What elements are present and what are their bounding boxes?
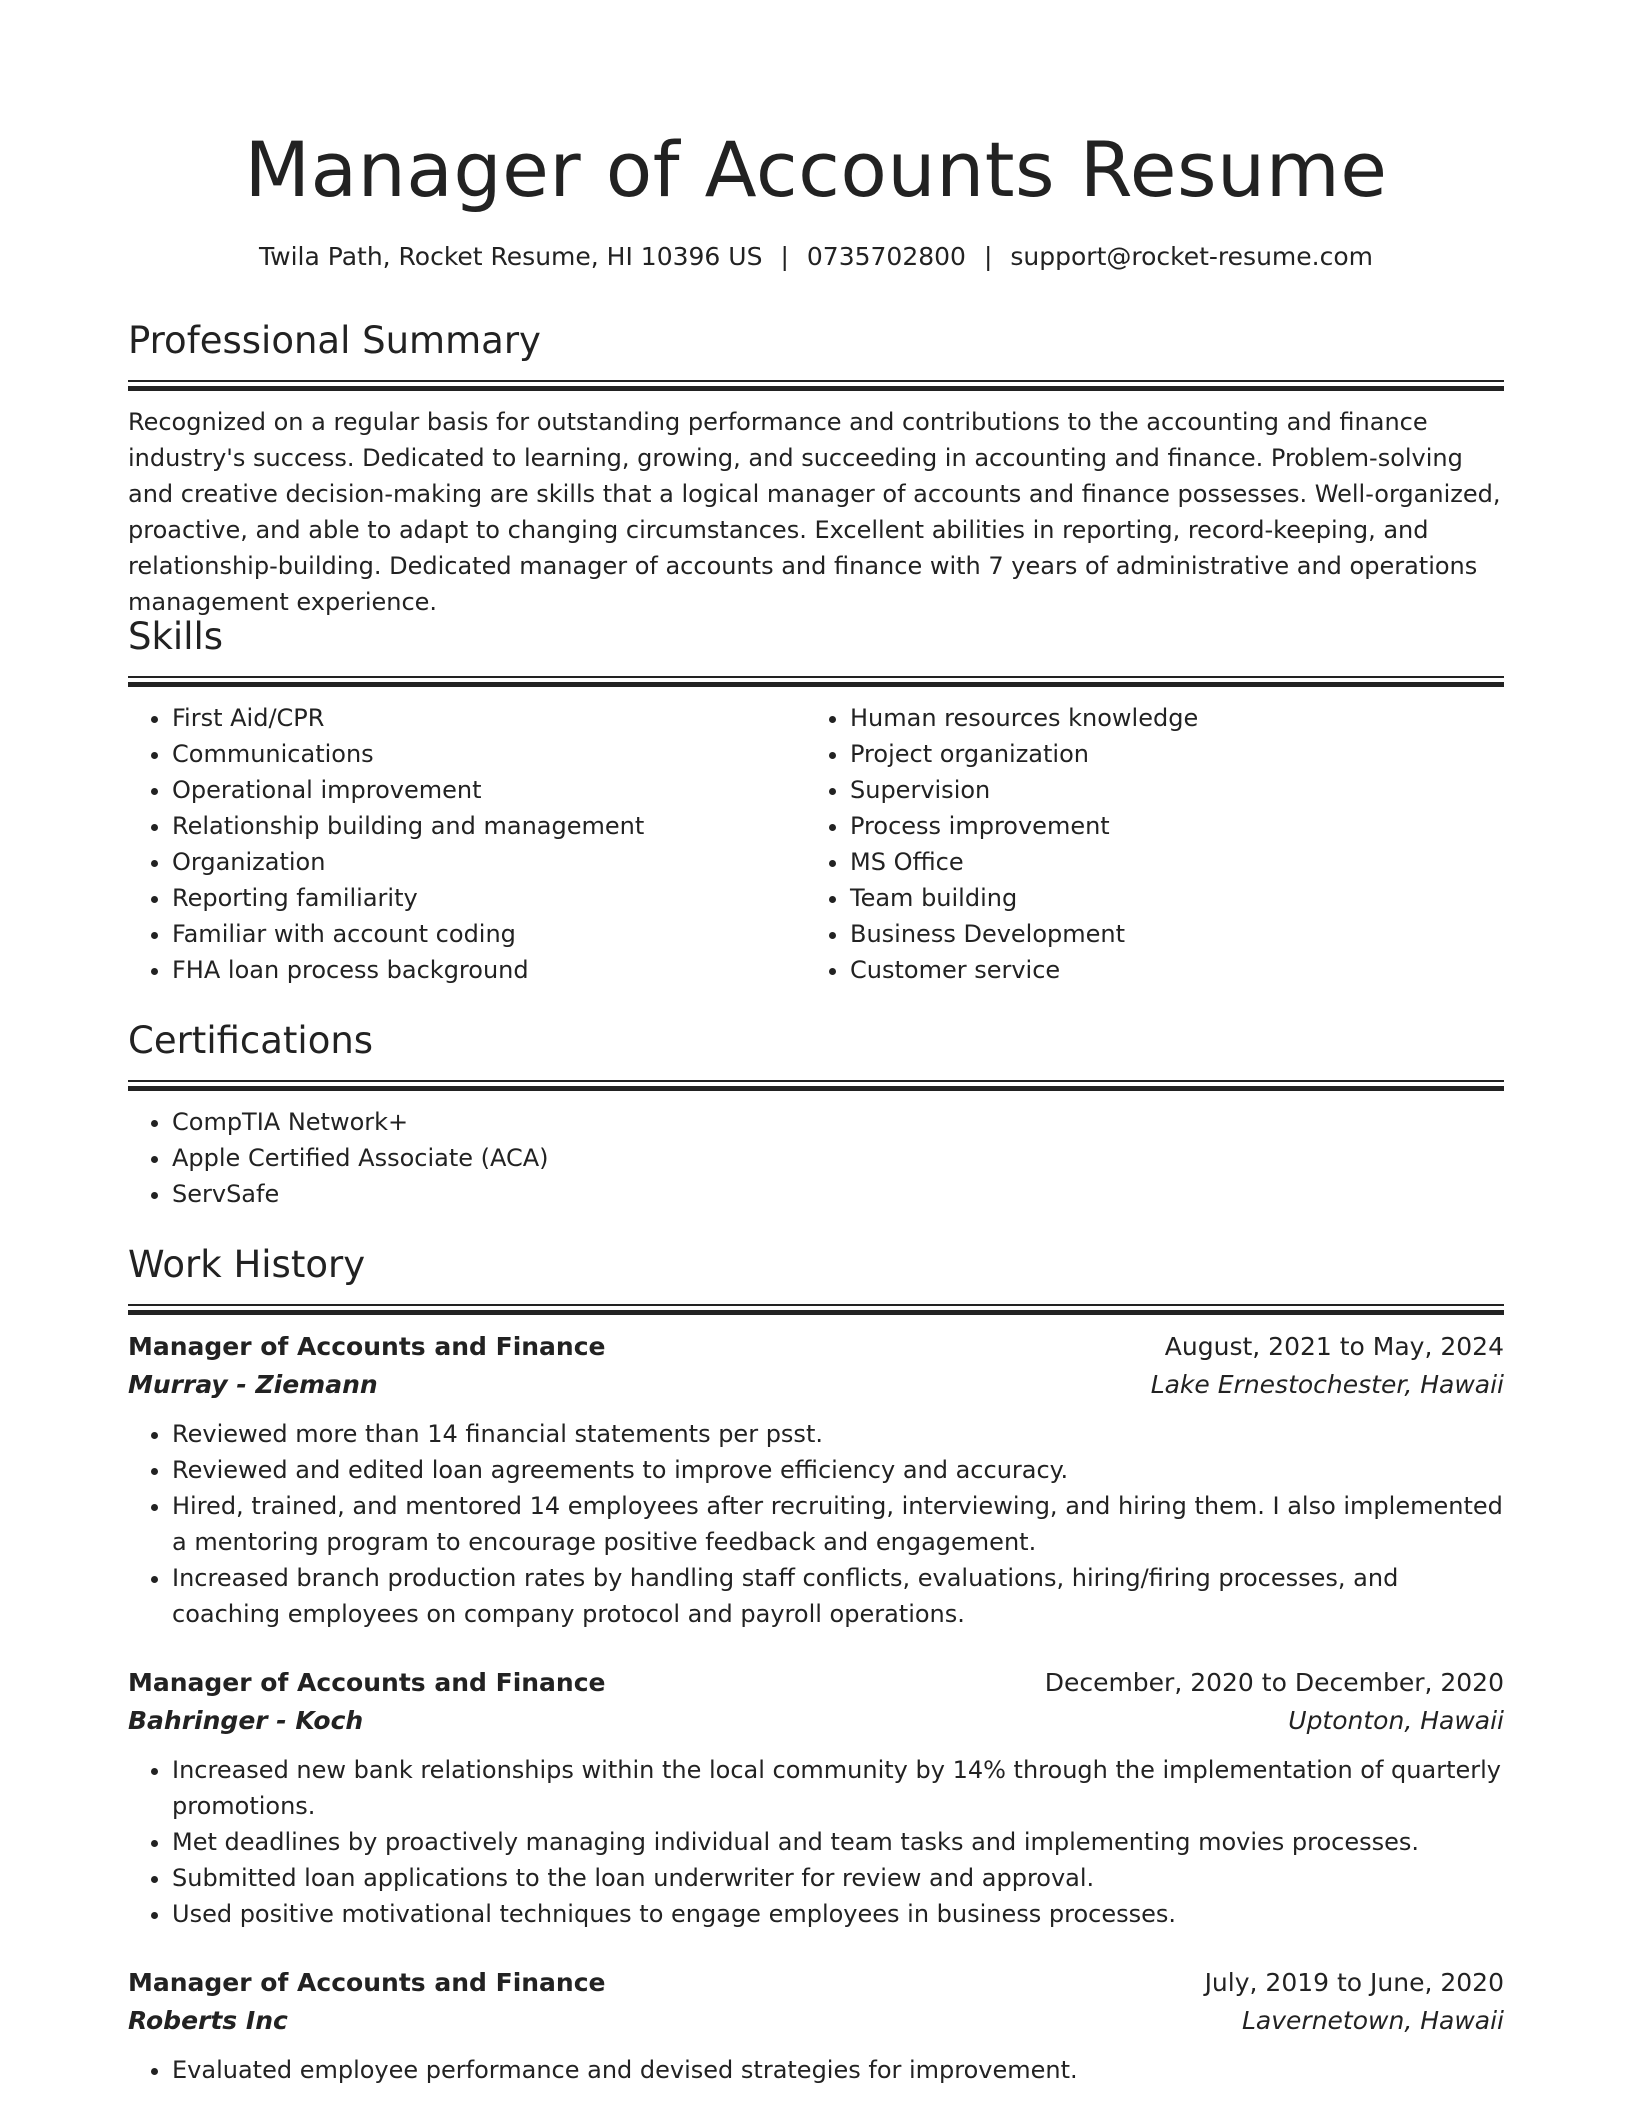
job-company: Bahringer - Koch	[128, 1706, 364, 1735]
skill-item: • MS Office	[850, 844, 1484, 880]
skill-item: • Operational improvement	[172, 772, 806, 808]
job-location: Lavernetown, Hawaii	[1242, 2006, 1504, 2035]
job-dates: July, 2019 to June, 2020	[1204, 1968, 1504, 1997]
skill-item: • Customer service	[850, 952, 1484, 988]
resume-title: Manager of Accounts Resume	[244, 125, 1388, 214]
job-title: Manager of Accounts and Finance	[128, 1332, 606, 1361]
job-title: Manager of Accounts and Finance	[128, 1968, 606, 1997]
certifications-section	[128, 1016, 1504, 1212]
work-history-section	[128, 1240, 1504, 2088]
job-dates: December, 2020 to December, 2020	[1044, 1668, 1504, 1697]
summary-section	[128, 316, 1504, 620]
skill-item: • Relationship building and management	[172, 808, 806, 844]
job-bullet: • Hired, trained, and mentored 14 employees after recruiting, interviewing, and hiring them. I also implemented a mentoring program to encourage positive feedback and engagement.	[172, 1488, 1504, 1560]
contact-separator: |	[983, 242, 993, 271]
job-bullet: • Evaluated employee performance and devised strategies for improvement.	[172, 2052, 1504, 2088]
job-entry	[128, 1664, 1504, 1932]
skills-column-right	[806, 700, 1484, 988]
work-history-heading: Work History	[128, 1243, 366, 1286]
skill-item: • Human resources knowledge	[850, 700, 1484, 736]
section-divider	[128, 676, 1504, 686]
job-bullet: • Submitted loan applications to the loan underwriter for review and approval.	[172, 1860, 1504, 1896]
job-bullet: • Used positive motivational techniques to engage employees in business processes.	[172, 1896, 1504, 1932]
job-location: Uptonton, Hawaii	[1288, 1706, 1504, 1735]
job-company: Roberts Inc	[128, 2006, 288, 2035]
certification-item: • ServSafe	[172, 1176, 1504, 1212]
skill-item: • Project organization	[850, 736, 1484, 772]
job-entry	[128, 1964, 1504, 2088]
skill-item: • FHA loan process background	[172, 952, 806, 988]
certification-item: • CompTIA Network+	[172, 1104, 1504, 1140]
section-divider	[128, 380, 1504, 390]
job-bullet: • Reviewed and edited loan agreements to improve efficiency and accuracy.	[172, 1452, 1504, 1488]
contact-phone: 0735702800	[806, 242, 966, 271]
summary-heading: Professional Summary	[128, 319, 541, 362]
contact-line	[128, 240, 1504, 274]
job-location: Lake Ernestochester, Hawaii	[1150, 1370, 1504, 1399]
job-bullet: • Increased branch production rates by handling staff conflicts, evaluations, hiring/firing processes, and coaching employees on company protocol and payroll operations.	[172, 1560, 1504, 1632]
section-divider	[128, 1080, 1504, 1090]
skill-item: • Supervision	[850, 772, 1484, 808]
contact-separator: |	[780, 242, 789, 271]
certification-item: • Apple Certified Associate (ACA)	[172, 1140, 1504, 1176]
job-bullet: • Reviewed more than 14 financial statements per psst.	[172, 1416, 1504, 1452]
job-bullet: • Increased new bank relationships within the local community by 14% through the implementation of quarterly promotions.	[172, 1752, 1504, 1824]
skill-item: • Process improvement	[850, 808, 1484, 844]
skill-item: • Reporting familiarity	[172, 880, 806, 916]
skill-item: • First Aid/CPR	[172, 700, 806, 736]
certifications-list	[128, 1104, 1504, 1212]
skill-item: • Team building	[850, 880, 1484, 916]
skill-item: • Familiar with account coding	[172, 916, 806, 952]
skills-column-left	[128, 700, 806, 988]
job-bullet: • Met deadlines by proactively managing individual and team tasks and implementing movies processes.	[172, 1824, 1504, 1860]
skills-grid	[128, 700, 1504, 988]
job-company: Murray - Ziemann	[128, 1370, 378, 1399]
skill-item: • Communications	[172, 736, 806, 772]
summary-text: Recognized on a regular basis for outstanding performance and contributions to the accounting and finance industry's success. Dedicated to learning, growing, and succeeding in accounting and finance. Problem-solving and creative decision-making are skills that a logical manager of accounts and finance possesses. Well-organized, proactive, and able to adapt to changing circumstances. Excellent abilities in reporting, record-keeping, and relationship-building. Dedicated manager of accounts and finance with 7 years of administrative and operations management experience.	[128, 408, 1501, 616]
skill-item: • Organization	[172, 844, 806, 880]
skills-heading: Skills	[128, 615, 224, 658]
skill-item: • Business Development	[850, 916, 1484, 952]
section-divider	[128, 1304, 1504, 1314]
skills-section	[128, 612, 1504, 988]
job-entry	[128, 1328, 1504, 1632]
job-dates: August, 2021 to May, 2024	[1164, 1332, 1504, 1361]
contact-address: Twila Path, Rocket Resume, HI 10396 US	[259, 242, 763, 271]
job-title: Manager of Accounts and Finance	[128, 1668, 606, 1697]
certifications-heading: Certifications	[128, 1019, 374, 1062]
contact-email: support@rocket-resume.com	[1010, 242, 1373, 271]
